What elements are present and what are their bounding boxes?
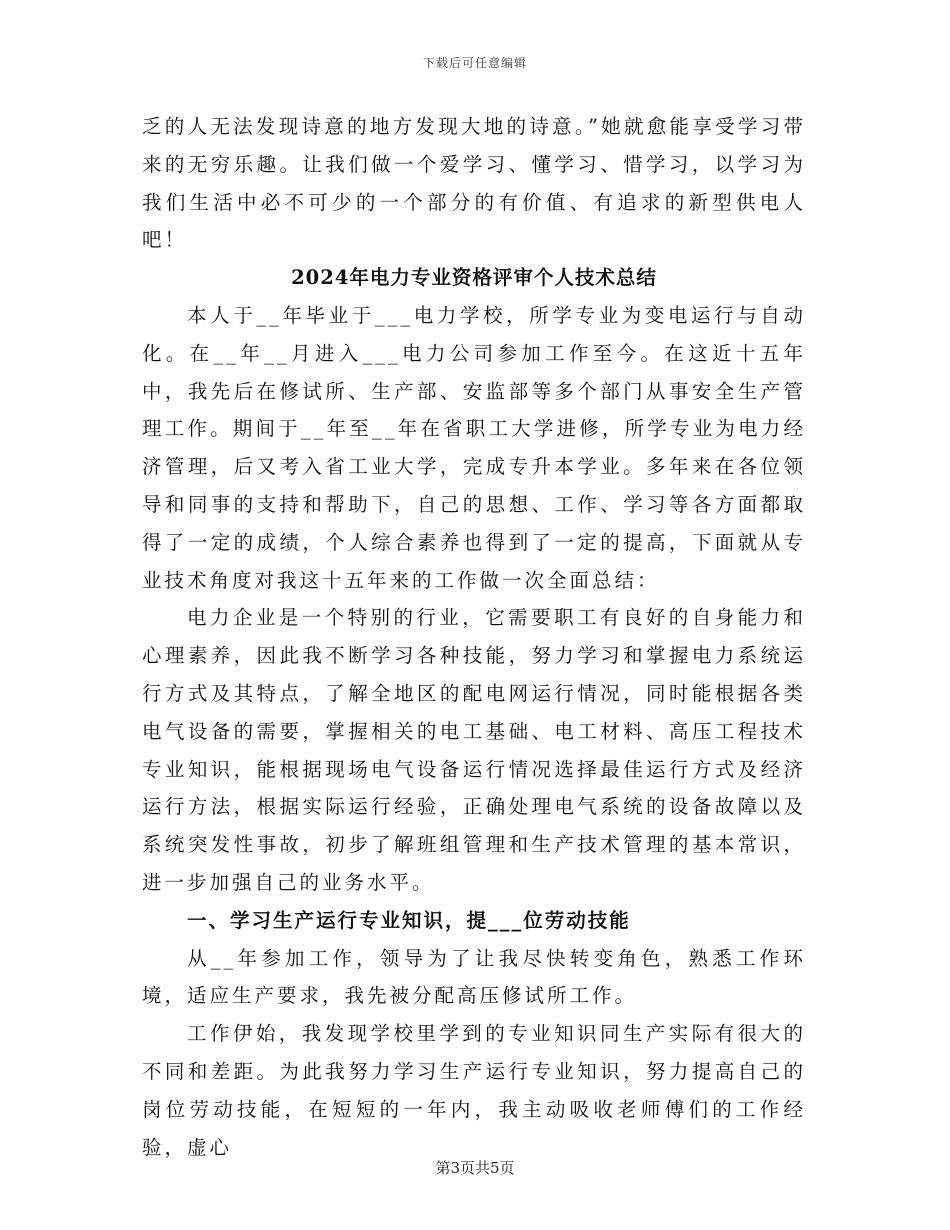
section-heading: 一、学习生产运行专业知识，提___位劳动技能 [187, 908, 631, 932]
work-start-paragraph: 从__年参加工作，领导为了让我尽快转变角色，熟悉工作环境，适应生产要求，我先被分配高压修试所工作。 [142, 946, 806, 1008]
continuation-paragraph: 乏的人无法发现诗意的地方发现大地的诗意。”她就愈能享受学习带来的无穷乐趣。让我们做一个爱学习、懂学习、惜学习，以学习为我们生活中必不可少的一个部分的有价值、有追求的新型供电人吧！ [142, 115, 806, 252]
page-header: 下载后可任意编辑 [422, 56, 527, 70]
page-number-footer: 第3页共5页 [435, 1159, 515, 1177]
document-body [142, 108, 806, 1166]
document-title: 2024年电力专业资格评审个人技术总结 [291, 266, 657, 290]
intro-paragraph: 本人于__年毕业于___电力学校，所学专业为变电运行与自动化。在__年__月进入___电力公司参加工作至今。在这近十五年中，我先后在修试所、生产部、安监部等多个部门从事安全生产管理工作。期间于__年至__年在省职工大学进修，所学专业为电力经济管理，后又考入省工业大学，完成专升本学业。多年来在各位领导和同事的支持和帮助下，自己的思想、工作、学习等各方面都取得了一定的成绩，个人综合素养也得到了一定的提高，下面就从专业技术角度对我这十五年来的工作做一次全面总结： [142, 303, 806, 592]
learning-paragraph: 工作伊始，我发现学校里学到的专业知识同生产实际有很大的不同和差距。为此我努力学习生产运行专业知识，努力提高自己的岗位劳动技能，在短短的一年内，我主动吸收老师傅们的工作经验，虚心 [142, 1022, 806, 1159]
skills-paragraph: 电力企业是一个特别的行业，它需要职工有良好的自身能力和心理素养，因此我不断学习各种技能，努力学习和掌握电力系统运行方式及其特点，了解全地区的配电网运行情况，同时能根据各类电气设备的需要，掌握相关的电工基础、电工材料、高压工程技术专业知识，能根据现场电气设备运行情况选择最佳运行方式及经济运行方法，根据实际运行经验，正确处理电气系统的设备故障以及系统突发性事故，初步了解班组管理和生产技术管理的基本常识，进一步加强自己的业务水平。 [142, 606, 806, 894]
